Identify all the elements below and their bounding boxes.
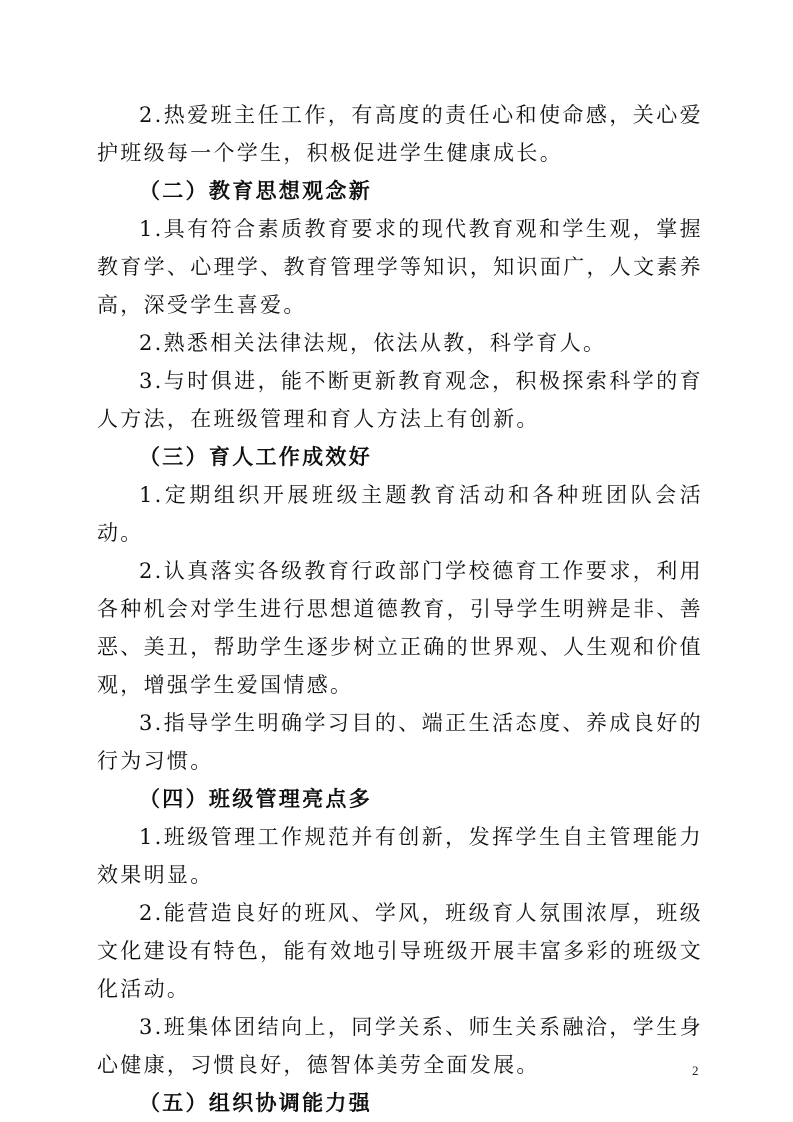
paragraph-moral-education: 2.认真落实各级教育行政部门学校德育工作要求，利用各种机会对学生进行思想道德教育，引导学生明辨是非、善恶、美丑，帮助学生逐步树立正确的世界观、人生观和价值观，增强学生爱国情感。 xyxy=(97,559,703,697)
paragraph-love-of-work: 2.热爱班主任工作，有高度的责任心和使命感，关心爱护班级每一个学生，积极促进学生健康成长。 xyxy=(97,103,703,165)
section-heading-class-management: （四）班级管理亮点多 xyxy=(139,786,372,811)
paragraph-class-unity: 3.班集体团结向上，同学关系、师生关系融洽，学生身心健康，习惯良好，德智体美劳全面发展。 xyxy=(97,1015,703,1077)
section-heading-education-results: （三）育人工作成效好 xyxy=(139,444,372,469)
paragraph-self-management: 1.班级管理工作规范并有创新，发挥学生自主管理能力效果明显。 xyxy=(97,825,703,887)
paragraph-activities: 1.定期组织开展班级主题教育活动和各种班团队会活动。 xyxy=(97,483,703,545)
document-body xyxy=(97,96,703,1122)
page-number: 2 xyxy=(692,1063,699,1078)
paragraph-innovation: 3.与时俱进，能不断更新教育观念，积极探索科学的育人方法，在班级管理和育人方法上有创新。 xyxy=(97,369,703,431)
paragraph-class-culture: 2.能营造良好的班风、学风，班级育人氛围浓厚，班级文化建设有特色，能有效地引导班级开展丰富多彩的班级文化活动。 xyxy=(97,901,703,1001)
section-heading-coordination: （五）组织协调能力强 xyxy=(139,1090,372,1115)
paragraph-education-views: 1.具有符合素质教育要求的现代教育观和学生观，掌握教育学、心理学、教育管理学等知识，知识面广，人文素养高，深受学生喜爱。 xyxy=(97,217,703,317)
paragraph-laws: 2.熟悉相关法律法规，依法从教，科学育人。 xyxy=(139,331,607,355)
paragraph-study-habits: 3.指导学生明确学习目的、端正生活态度、养成良好的行为习惯。 xyxy=(97,711,703,773)
section-heading-education-ideas: （二）教育思想观念新 xyxy=(139,178,372,203)
